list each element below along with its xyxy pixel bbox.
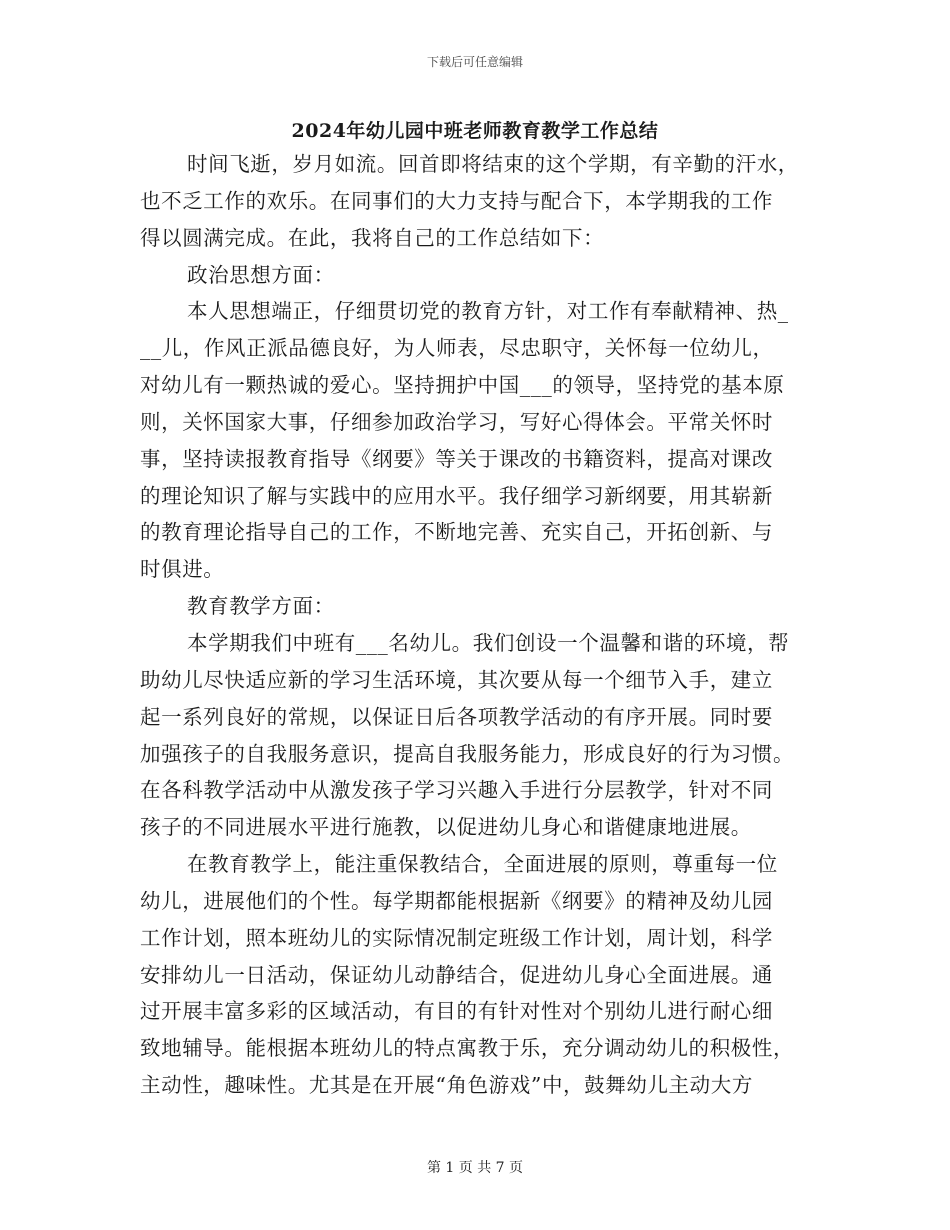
paragraph-line: 的教育理论指导自己的工作，不断地完善、充实自己，开拓创新、与 [140,520,773,545]
paragraph-line: 主动性，趣味性。尤其是在开展“角色游戏”中，鼓舞幼儿主动大方 [140,1073,753,1098]
paragraph-line: 加强孩子的自我服务意识，提高自我服务能力，形成良好的行为习惯。 [140,741,795,766]
paragraph-line: 则，关怀国家大事，仔细参加政治学习，写好心得体会。平常关怀时 [140,409,773,434]
section-heading: 教育教学方面： [187,594,335,619]
paragraph-line: 幼儿，进展他们的个性。每学期都能根据新《纲要》的精神及幼儿园 [140,888,773,913]
paragraph-line: 得以圆满完成。在此，我将自己的工作总结如下： [140,225,605,250]
paragraph-line: 起一系列良好的常规，以保证日后各项教学活动的有序开展。同时要 [140,704,773,729]
paragraph-line: 时俱进。 [140,557,225,582]
paragraph-line: 安排幼儿一日活动，保证幼儿动静结合，促进幼儿身心全面进展。通 [140,962,773,987]
document-body [140,146,812,1104]
paragraph-line: 对幼儿有一颗热诚的爱心。坚持拥护中国___的领导，坚持党的基本原 [140,373,785,398]
paragraph-line: 时间飞逝，岁月如流。回首即将结束的这个学期，有辛勤的汗水， [187,152,799,176]
paragraph-line: 的理论知识了解与实践中的应用水平。我仔细学习新纲要，用其崭新 [140,483,773,508]
paragraph-line: 本学期我们中班有___名幼儿。我们创设一个温馨和谐的环境，帮 [187,630,790,655]
paragraph-line: 在教育教学上，能注重保教结合，全面进展的原则，尊重每一位 [187,852,778,877]
paragraph-line: __儿，作风正派品德良好，为人师表，尽忠职守，关怀每一位幼儿， [140,336,774,361]
paragraph-line: 事，坚持读报教育指导《纲要》等关于课改的书籍资料，提高对课改 [140,446,773,471]
paragraph-line: 过开展丰富多彩的区域活动，有目的有针对性对个别幼儿进行耐心细 [140,999,773,1024]
page-header-note: 下载后可任意编辑 [426,55,523,69]
paragraph-line: 工作计划，照本班幼儿的实际情况制定班级工作计划，周计划，科学 [140,925,773,950]
paragraph-line: 致地辅导。能根据本班幼儿的特点寓教于乐，充分调动幼儿的积极性， [140,1036,795,1061]
document-title: 2024年幼儿园中班老师教育教学工作总结 [291,120,659,142]
paragraph-line: 在各科教学活动中从激发孩子学习兴趣入手进行分层教学，针对不同 [140,778,773,803]
section-heading: 政治思想方面： [187,262,335,287]
paragraph-line: 本人思想端正，仔细贯切党的教育方针，对工作有奉献精神、热_ [187,299,789,324]
paragraph-line: 也不乏工作的欢乐。在同事们的大力支持与配合下，本学期我的工作 [140,188,773,213]
paragraph-line: 孩子的不同进展水平进行施教，以促进幼儿身心和谐健康地进展。 [140,815,752,840]
paragraph-line: 助幼儿尽快适应新的学习生活环境，其次要从每一个细节入手，建立 [140,667,773,692]
page-number-footer: 第 1 页 共 7 页 [426,1160,524,1176]
